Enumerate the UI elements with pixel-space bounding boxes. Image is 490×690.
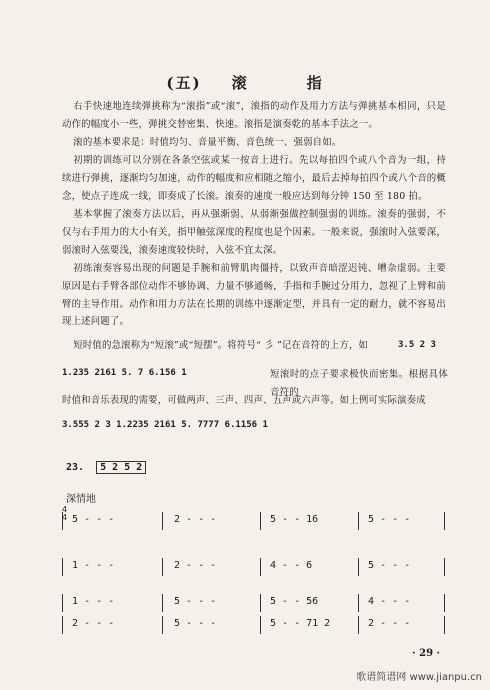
barline	[444, 512, 445, 530]
short-roll-text-a: 短时值的急滚称为“短滚”或“短摆”。将符号“ 彡 ”记在音符的上方，如	[73, 340, 369, 351]
score-row	[62, 556, 446, 578]
barline	[260, 594, 261, 612]
score-measure: 4 - - 6	[270, 560, 313, 571]
score-measure: 4 - - -	[368, 596, 411, 607]
score-measure: 5 - - -	[174, 596, 217, 607]
barline	[62, 558, 63, 576]
paragraph-dynamics: 基本掌握了滚奏方法以后，再从强渐弱、从弱渐强做控制强弱的训练。滚奏的强弱，不仅与右手用力的大小有关，指甲触弦深度的程度也是个因素。一般来说，强滚时入弦要深，弱滚时入弦要浅，滚奏速度较快时，入弦不宜太深。	[62, 209, 446, 256]
score-measure: 1 - - -	[72, 596, 115, 607]
short-roll-text-b: 短滚时的点子要求极快而密集。根据具体音符的	[270, 369, 448, 398]
time-signature-bottom: 4	[62, 513, 68, 522]
barline	[260, 512, 261, 530]
barline	[260, 558, 261, 576]
short-roll-example-c: 3.555 2 3 1.2235 2161 5. 7777 6.1156 1	[62, 420, 268, 430]
barline	[358, 594, 359, 612]
barline	[358, 512, 359, 530]
score-measure: 2 - - -	[174, 560, 217, 571]
short-roll-example-b: 1.235 2161 5. 7 6.156 1	[62, 368, 187, 378]
section-title-char-1: 滚	[231, 74, 249, 92]
barline	[62, 512, 63, 530]
score-row	[62, 510, 446, 532]
paragraph-training: 初期的训练可以分别在各条空弦或某一按音上进行。先以每拍四个或八个音为一组，持续进行弹挑，逐渐均匀加速，动作的幅度和应相随之缩小，最后去掉每拍四个或八个音的概念，使点子连成一线，即奏成了长滚。滚奏的速度一般应达到每分钟 150 至 180 拍。	[62, 155, 446, 202]
barline	[62, 616, 63, 634]
score-row	[62, 614, 446, 636]
score-measure: 5 - - 56	[270, 596, 319, 607]
page-number: · 29 ·	[412, 648, 440, 659]
barline	[62, 594, 63, 612]
barline	[444, 558, 445, 576]
score-measure: 1 - - -	[72, 560, 115, 571]
section-heading	[0, 72, 490, 93]
score-row	[62, 592, 446, 614]
score-measure: 2 - - -	[72, 618, 115, 629]
short-roll-text-c: 时值和音乐表现的需要，可做两声、三声、四声、五声或六声等。如上例可实际演奏成	[62, 395, 426, 406]
time-signature-top: 4	[62, 505, 68, 514]
section-title-char-2: 指	[306, 74, 324, 92]
barline	[358, 616, 359, 634]
barline	[444, 616, 445, 634]
exercise-header	[66, 462, 146, 473]
exercise-mood: 深情地	[66, 494, 96, 505]
paragraph-requirements: 滚的基本要求是：时值均匀、音量平衡、音色统一、强弱自如。	[73, 137, 342, 148]
score-measure: 5 - - -	[72, 514, 115, 525]
score-measure: 5 - - -	[368, 514, 411, 525]
barline	[162, 594, 163, 612]
paragraph-problems: 初练滚奏容易出现的问题是手腕和前臂肌肉僵持，以致声音暗涩迟钝、嘈杂虚弱。主要原因是右手臂各部位动作不够协调、力量不够通畅，手指和手腕过分用力，忽视了上臂和前臂的主导作用。动作和用力方法在长期的训练中逐渐定型，并具有一定的耐力，就不容易出现上述问题了。	[62, 263, 446, 328]
barline	[162, 616, 163, 634]
barline	[162, 558, 163, 576]
section-prefix: (五)	[166, 74, 202, 92]
score-measure: 5 - - 71 2	[270, 618, 331, 629]
short-roll-example-a: 3.5 2 3	[398, 340, 436, 350]
score-measure: 2 - - -	[368, 618, 411, 629]
score-measure: 5 - - -	[174, 618, 217, 629]
barline	[260, 616, 261, 634]
barline	[444, 594, 445, 612]
paragraph-intro: 右手快速地连续弹挑称为“滚指”或“滚”，滚指的动作及用力方法与弹挑基本相同，只是动作的幅度小一些，弹挑交替密集、快速。滚指是演奏乾的基本手法之一。	[62, 101, 446, 130]
score-measure: 5 - - 16	[270, 514, 319, 525]
score-measure: 2 - - -	[174, 514, 217, 525]
exercise-number: 23.	[66, 462, 85, 473]
exercise-tuning: 5 2 5 2	[96, 461, 146, 474]
barline	[162, 512, 163, 530]
barline	[358, 558, 359, 576]
score-measure: 5 - - -	[368, 560, 411, 571]
watermark: 歌谱简谱网 www.jianpu.cn	[356, 672, 482, 683]
